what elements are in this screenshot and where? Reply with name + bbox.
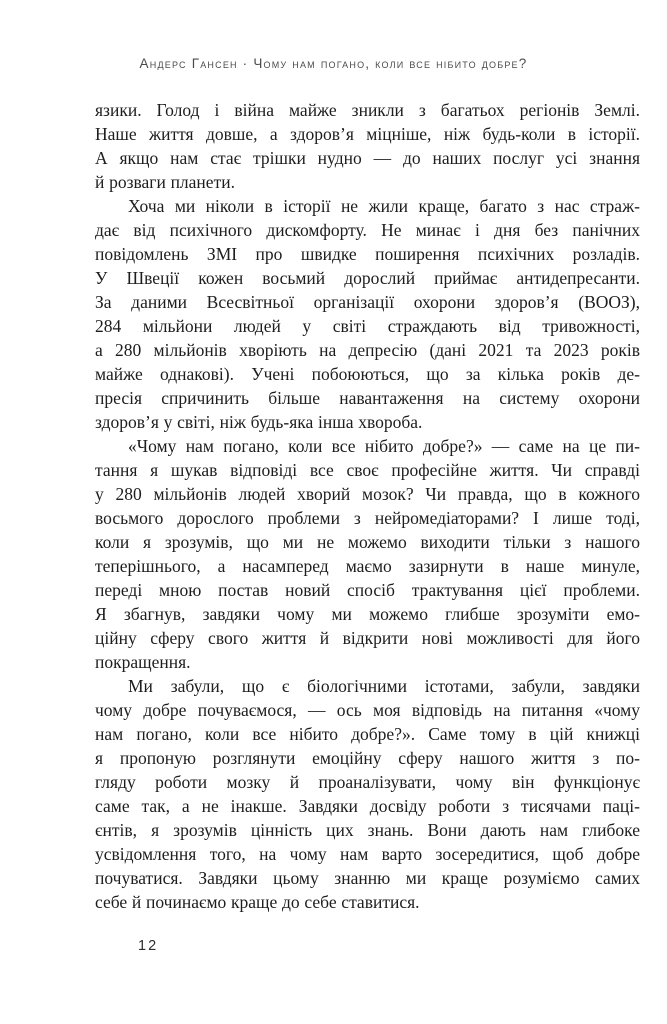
text-line: гляду роботи мозку й проаналізувати, чому він функціонує — [95, 772, 640, 792]
text-line: покращення. — [95, 652, 191, 672]
text-line: чому добре почуваємося, — ось моя відповідь на питання «чому — [95, 700, 640, 720]
text-line: дає від психічного дискомфорту. Не минає і дня без панічних — [95, 220, 640, 240]
text-line: Ми забули, що є біологічними істотами, забули, завдяки — [128, 676, 640, 696]
text-line: А якщо нам стає трішки нудно — до наших послуг усі знання — [95, 148, 640, 168]
text-line: у 280 мільйонів людей хворий мозок? Чи правда, що в кожного — [95, 484, 640, 504]
text-line: а 280 мільйонів хворіють на депресію (дані 2021 та 2023 років — [95, 340, 640, 360]
text-line: майже однакові). Учені побоюються, що за кілька років де- — [95, 364, 640, 384]
text-line: За даними Всесвітньої організації охорони здоров’я (ВООЗ), — [95, 292, 640, 312]
text-line: У Швеції кожен восьмий дорослий приймає антидепресанти. — [95, 268, 640, 288]
text-line: себе й починаємо краще до себе ставитися. — [95, 892, 420, 912]
text-line: Я збагнув, завдяки чому ми можемо глибше зрозуміти емо- — [95, 604, 640, 624]
paragraph — [95, 194, 640, 434]
text-line: саме так, а не інакше. Завдяки досвіду роботи з тисячами паці- — [95, 796, 640, 816]
text-line: ційну сферу свого життя й відкрити нові можливості для його — [95, 628, 640, 648]
text-line: й розваги планети. — [95, 172, 235, 192]
text-line: здоров’я у світі, ніж будь-яка інша хвороба. — [95, 412, 423, 432]
text-line: нам погано, коли все нібито добре?». Саме тому в цій книжці — [95, 724, 640, 744]
text-line: переді мною постав новий спосіб трактування цієї проблеми. — [95, 580, 640, 600]
text-line: почуватися. Завдяки цьому знанню ми краще розуміємо самих — [95, 868, 640, 888]
paragraph — [95, 434, 640, 674]
text-line: я пропоную розглянути емоційну сферу нашого життя з по- — [95, 748, 640, 768]
text-line: пресія спричинить більше навантаження на систему охорони — [95, 388, 640, 408]
text-line: єнтів, я зрозумів цінність цих знань. Вони дають нам глибоке — [95, 820, 640, 840]
text-line: тання я шукав відповіді все своє професійне життя. Чи справді — [95, 460, 640, 480]
text-line: восьмого дорослого проблеми з нейромедіаторами? І лише тоді, — [95, 508, 640, 528]
text-line: Хоча ми ніколи в історії не жили краще, багато з нас страж- — [128, 196, 640, 216]
page-number: 12 — [138, 938, 159, 954]
text-line: усвідомлення того, на чому нам варто зосередитися, щоб добре — [95, 844, 640, 864]
running-header: Андерс Гансен · Чому нам погано, коли все нібито добре? — [139, 56, 528, 71]
text-line: коли я зрозумів, що ми не можемо виходити тільки з нашого — [95, 532, 640, 552]
text-line: «Чому нам погано, коли все нібито добре?» — саме на це пи- — [128, 436, 640, 456]
text-line: Наше життя довше, а здоров’я міцніше, ніж будь-коли в історії. — [95, 124, 640, 144]
text-line: теперішнього, а насамперед маємо зазирнути в наше минуле, — [95, 556, 640, 576]
text-line: повідомлень ЗМІ про швидке поширення психічних розладів. — [95, 244, 640, 264]
paragraph — [95, 674, 640, 914]
body-text — [95, 98, 640, 914]
text-line: 284 мільйони людей у світі страждають від тривожності, — [95, 316, 640, 336]
paragraph — [95, 98, 640, 194]
text-line: язики. Голод і війна майже зникли з багатьох регіонів Землі. — [95, 100, 640, 120]
